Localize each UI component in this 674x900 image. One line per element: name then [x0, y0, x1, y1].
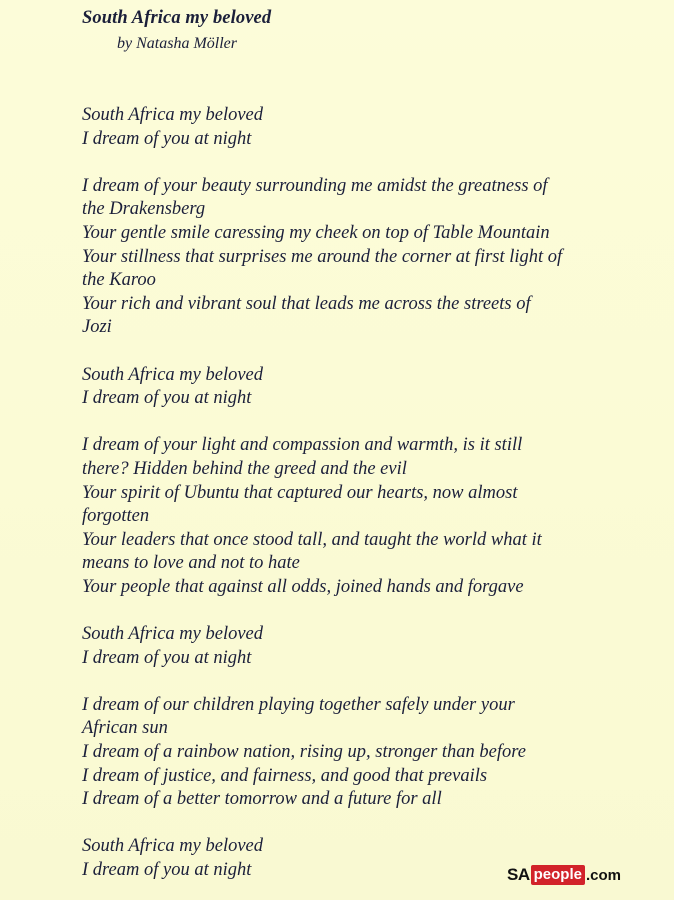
poem-line: I dream of you at night	[82, 647, 252, 668]
poem-stanza	[82, 623, 642, 670]
poem-line: Your leaders that once stood tall, and taught the world what it	[82, 529, 542, 550]
poem-line: Jozi	[82, 317, 112, 338]
poem-stanza	[82, 364, 642, 411]
poem-line: I dream of your beauty surrounding me amidst the greatness of	[82, 175, 548, 196]
poem-line: forgotten	[82, 506, 150, 527]
stanza-gap	[82, 599, 642, 623]
poem-stanza	[82, 104, 642, 151]
poem-line: I dream of justice, and fairness, and good that prevails	[82, 765, 488, 786]
stanza-gap	[82, 151, 642, 175]
poem-line: I dream of you at night	[82, 860, 252, 880]
stanza-gap	[82, 812, 642, 836]
logo-people-text: people	[531, 865, 585, 885]
poem-stanza	[82, 694, 642, 812]
poem-stanza	[82, 175, 642, 340]
poem-line: Your people that against all odds, joined hands and forgave	[82, 576, 524, 597]
poem-line: Your gentle smile caressing my cheek on top of Table Mountain	[82, 222, 550, 243]
stanza-gap	[82, 670, 642, 694]
sapeople-logo	[507, 862, 621, 888]
stanza-gap	[82, 340, 642, 364]
poem-title: South Africa my beloved	[82, 8, 272, 28]
logo-com-text: .com	[585, 866, 621, 884]
poem-line: I dream of a rainbow nation, rising up, stronger than before	[82, 742, 526, 763]
poem-line: the Drakensberg	[82, 199, 206, 220]
poem-line: I dream of our children playing together safely under your	[82, 694, 515, 715]
poem-line: South Africa my beloved	[82, 624, 264, 645]
logo-sa-text: SA	[507, 865, 530, 884]
poem-line: I dream of you at night	[82, 128, 252, 149]
poem-line: Your spirit of Ubuntu that captured our hearts, now almost	[82, 482, 518, 503]
poem-line: South Africa my beloved	[82, 105, 264, 125]
poem-author: by Natasha Möller	[117, 35, 237, 52]
poem-line: South Africa my beloved	[82, 364, 264, 385]
poem-line: the Karoo	[82, 270, 156, 291]
poem-body	[82, 104, 642, 883]
poem-line: I dream of your light and compassion and warmth, is it still	[82, 435, 523, 456]
poem-stanza	[82, 434, 642, 599]
poem-line: I dream of a better tomorrow and a future for all	[82, 789, 442, 810]
poem-line: I dream of you at night	[82, 388, 252, 409]
poem-line: means to love and not to hate	[82, 553, 300, 574]
poem-line: there? Hidden behind the greed and the evil	[82, 458, 407, 479]
poem-line: Your rich and vibrant soul that leads me across the streets of	[82, 293, 531, 314]
poem-line: Your stillness that surprises me around the corner at first light of	[82, 246, 563, 267]
stanza-gap	[82, 411, 642, 435]
poem-line: African sun	[82, 718, 168, 739]
poem-line: South Africa my beloved	[82, 836, 264, 857]
